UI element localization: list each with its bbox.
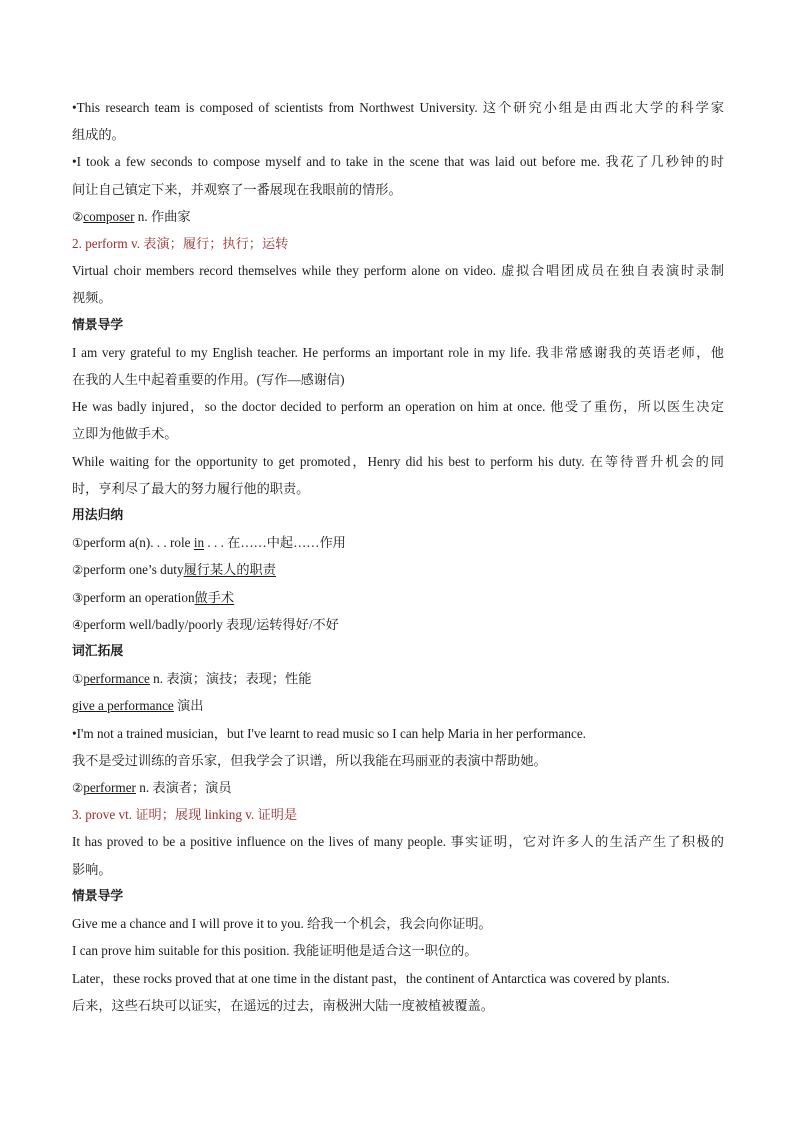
usage-phrase: perform one’s duty — [83, 562, 184, 578]
derivative-composer — [72, 203, 724, 230]
example-translation: 立即为他做手术。 — [72, 426, 178, 442]
example-translation: 视频。 — [72, 290, 112, 306]
fill-blank-answer: 履行某人的职责 — [183, 562, 276, 578]
example-translation: 在我的人生中起着重要的作用。(写作—感谢信) — [72, 372, 345, 388]
example-translation: 影响。 — [72, 861, 112, 877]
example-sentence: It has proved to be a positive influence on the lives of many people. 事实证明，它对许多人的生活产生了积极的 — [72, 834, 724, 850]
derivative-word: performer — [83, 780, 136, 796]
example-translation: 间让自己镇定下来，并观察了一番展现在我眼前的情形。 — [72, 181, 402, 197]
phrase-meaning: 演出 — [173, 698, 204, 714]
example-sentence: Virtual choir members record themselves while they perform alone on video. 虚拟合唱团成员在独自表演时录制 — [72, 263, 724, 279]
circled-number: ② — [72, 208, 84, 224]
example-sentence: I can prove him suitable for this position. 我能证明他是适合这一职位的。 — [72, 943, 478, 959]
usage-phrase: perform well/badly/poorly 表现/运转得好/不好 — [83, 616, 339, 632]
circled-number: ② — [72, 562, 84, 578]
usage-item — [72, 611, 724, 638]
derivative-word: performance — [83, 671, 150, 687]
example-sentence: He was badly injured，so the doctor decided to perform an operation on him at once. 他受了重伤，所以医生决定 — [72, 399, 724, 415]
circled-number: ③ — [72, 589, 84, 605]
phrase-give-a-performance — [72, 692, 724, 719]
section-title-context: 情景导学 — [72, 317, 124, 333]
entry-heading-perform: 2. perform v. 表演；履行；执行；运转 — [72, 236, 289, 252]
usage-phrase: perform an operation — [83, 589, 195, 605]
circled-number: ① — [72, 671, 84, 687]
derivative-word: composer — [83, 208, 135, 224]
example-translation: 后来，这些石块可以证实，在遥远的过去，南极洲大陆一度被植被覆盖。 — [72, 997, 494, 1013]
document-body — [72, 94, 724, 1019]
example-sentence: I am very grateful to my English teacher. He performs an important role in my life. 我非常感谢我的英语老师，他 — [72, 344, 724, 360]
derivative-performer — [72, 774, 724, 801]
example-sentence: •I took a few seconds to compose myself and to take in the scene that was laid out before me. 我花了几秒钟的时 — [72, 154, 724, 170]
entry-heading-prove: 3. prove vt. 证明；展现 linking v. 证明是 — [72, 807, 298, 823]
example-sentence: While waiting for the opportunity to get promoted，Henry did his best to perform his duty. 在等待晋升机会的同 — [72, 453, 724, 469]
example-translation: 我不是受过训练的音乐家，但我学会了识谱，所以我能在玛丽亚的表演中帮助她。 — [72, 752, 547, 768]
circled-number: ② — [72, 780, 84, 796]
fill-blank-answer: 做手术 — [194, 589, 235, 605]
derivative-definition: n. 表演者；演员 — [135, 780, 232, 796]
section-title-usage: 用法归纳 — [72, 508, 124, 524]
example-sentence: •I'm not a trained musician，but I've learnt to read music so I can help Maria in her performance. — [72, 725, 586, 741]
fill-blank-answer: in — [193, 535, 205, 551]
derivative-definition: n. 作曲家 — [134, 208, 191, 224]
section-title-expansion: 词汇拓展 — [72, 644, 124, 660]
derivative-performance — [72, 665, 724, 692]
usage-phrase: perform a(n). . . role — [83, 535, 194, 551]
example-translation: 时，亨利尽了最大的努力履行他的职责。 — [72, 480, 310, 496]
usage-meaning: . . . 在……中起……作用 — [204, 535, 346, 551]
circled-number: ① — [72, 535, 84, 551]
usage-item — [72, 556, 724, 583]
example-sentence: •This research team is composed of scientists from Northwest University. 这个研究小组是由西北大学的科学家 — [72, 100, 724, 115]
section-title-context: 情景导学 — [72, 888, 124, 904]
usage-item — [72, 529, 724, 556]
phrase-word: give a performance — [72, 698, 174, 714]
example-sentence: Later，these rocks proved that at one time in the distant past，the continent of Antarctica was covered by plants. — [72, 970, 670, 986]
usage-item — [72, 584, 724, 611]
circled-number: ④ — [72, 616, 84, 632]
derivative-definition: n. 表演；演技；表现；性能 — [149, 671, 312, 687]
example-sentence: Give me a chance and I will prove it to you. 给我一个机会，我会向你证明。 — [72, 916, 492, 932]
example-translation: 组成的。 — [72, 127, 125, 143]
